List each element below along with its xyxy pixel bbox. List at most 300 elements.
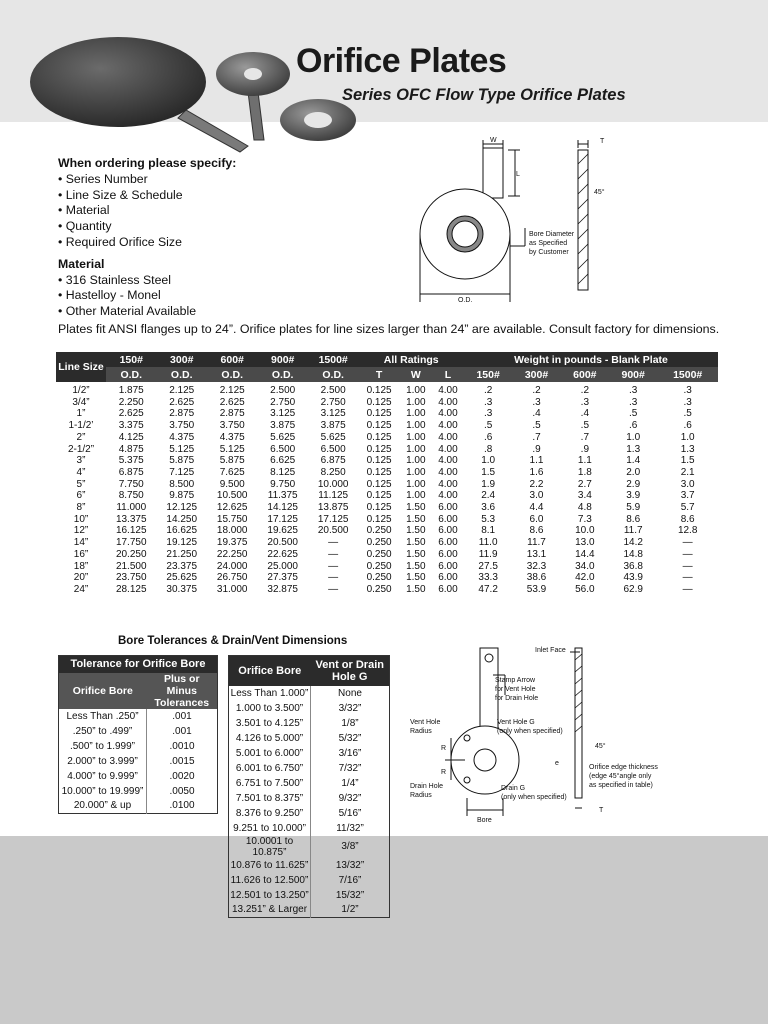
table-cell: 10.0001 to 10.875” <box>229 836 311 858</box>
table-cell: 2.0 <box>626 466 641 478</box>
page-subtitle: Series OFC Flow Type Orifice Plates <box>342 86 626 104</box>
table-cell: 6.00 <box>438 513 458 525</box>
table-row <box>56 525 718 537</box>
table-cell: 47.2 <box>478 583 498 595</box>
table-cell: 2.000” to 3.999” <box>59 754 147 769</box>
table-row <box>56 408 718 420</box>
table-cell: 16.625 <box>166 525 198 537</box>
table-cell: 12.625 <box>216 502 248 514</box>
table-cell: 0.125 <box>366 396 392 408</box>
table-cell: .3 <box>580 396 590 408</box>
table-row <box>229 821 390 836</box>
table-cell: .250” to .499” <box>59 724 147 739</box>
table-cell: .3 <box>629 396 638 408</box>
table-row <box>56 397 718 409</box>
table-cell: 2.750 <box>270 396 296 408</box>
table-cell: 3.125 <box>270 408 296 420</box>
table-cell: 3.375 <box>118 420 144 432</box>
line-size-cell: 6” <box>76 490 86 502</box>
table-cell: 1/2” <box>341 904 359 916</box>
table-cell: 2.750 <box>320 396 346 408</box>
table-cell: 4.375 <box>169 431 195 443</box>
subheader-cell: 600# <box>561 367 609 382</box>
table-row <box>56 514 718 526</box>
material-item: • Other Material Available <box>58 304 197 319</box>
table-cell: 6.001 to 6.750” <box>229 761 311 776</box>
dim-od: O.D. <box>458 297 473 304</box>
table-cell: 6.00 <box>438 572 458 584</box>
table-cell: .3 <box>483 408 493 420</box>
table-cell: 5/32” <box>338 732 362 744</box>
table-cell: 5.125 <box>219 443 245 455</box>
table-cell: 8.250 <box>320 466 346 478</box>
table-cell: Less Than .250” <box>59 709 147 724</box>
table-row <box>56 490 718 502</box>
table-cell: 4.00 <box>438 466 458 478</box>
table-cell: .6 <box>683 420 692 432</box>
table-cell: 3.750 <box>169 420 195 432</box>
table-cell: 1.8 <box>577 466 592 478</box>
table-cell: 1.50 <box>406 537 426 549</box>
table-cell: 8.6 <box>529 525 544 537</box>
stamp-arrow-label: for Drain Hole <box>495 695 539 702</box>
table-cell: 19.375 <box>216 537 248 549</box>
dim-angle: 45° <box>594 189 605 196</box>
table-cell: 1.3 <box>626 443 641 455</box>
drain-hole-radius-label: Radius <box>410 792 432 799</box>
table-row <box>229 776 390 791</box>
table-row <box>56 479 718 491</box>
table-cell: 1.50 <box>406 525 426 537</box>
table-cell: 1.875 <box>118 385 144 396</box>
table-row <box>229 731 390 746</box>
subheader-cell: O.D. <box>156 367 206 382</box>
drain-hole-radius-label: Drain Hole <box>410 783 444 790</box>
table-cell: 4.00 <box>438 420 458 432</box>
table-cell: 1.00 <box>406 443 426 455</box>
col-vent-drain: Vent or Drain Hole G <box>311 656 390 686</box>
table-row <box>56 561 718 573</box>
table-cell: 10.876 to 11.625” <box>229 858 311 873</box>
table-cell: 18.000 <box>216 525 248 537</box>
bore-note-line: by Customer <box>529 249 569 256</box>
table-cell: 9.500 <box>219 478 245 490</box>
col-1500: 1500# <box>308 352 358 367</box>
table-cell: 3.875 <box>320 420 346 432</box>
table-cell: .4 <box>532 408 541 420</box>
vent-hole-g-label: Vent Hole G <box>497 719 535 726</box>
table-cell: .3 <box>483 396 493 408</box>
table-cell: 43.9 <box>623 572 643 584</box>
table-cell: .3 <box>683 385 692 396</box>
dimensions-table <box>56 352 718 596</box>
line-size-cell: 1-1/2’ <box>68 420 94 432</box>
table-cell: 5.125 <box>169 443 195 455</box>
flange-note: Plates fit ANSI flanges up to 24”. Orifice plates for line sizes larger than 24” are available. Consult factory for dimensions. <box>58 322 720 336</box>
table-row <box>229 686 390 701</box>
table-cell: 0.125 <box>366 431 392 443</box>
table-cell: 5.7 <box>680 502 695 514</box>
table-cell: — <box>328 537 339 549</box>
table-cell: 1/8” <box>341 717 359 729</box>
table-cell: 8.500 <box>169 478 195 490</box>
table-row <box>56 549 718 561</box>
table-cell: — <box>328 560 339 572</box>
table-cell: .4 <box>580 408 590 420</box>
table-cell: 0.125 <box>366 490 392 502</box>
table-row <box>56 382 718 397</box>
table-cell: .9 <box>532 443 541 455</box>
orifice-plate-diagram <box>410 134 630 314</box>
table-row <box>56 572 718 584</box>
table-cell: 1.00 <box>406 408 426 420</box>
table-cell: 5.375 <box>118 455 144 467</box>
line-size-cell: 2” <box>76 431 86 443</box>
table-cell: .2 <box>580 385 590 396</box>
subheader-cell: W <box>400 367 432 382</box>
table-cell: 14.2 <box>623 537 643 549</box>
dim-w: W <box>490 137 497 144</box>
table-cell: 3.6 <box>481 502 496 514</box>
table-cell: 2.875 <box>169 408 195 420</box>
table-cell: 10.0 <box>575 525 595 537</box>
table-cell: 13.375 <box>115 513 147 525</box>
table-cell: 38.6 <box>526 572 547 584</box>
table-cell: 6.00 <box>438 525 458 537</box>
table-cell: 19.125 <box>166 537 198 549</box>
table-cell: 2.1 <box>680 466 695 478</box>
table-cell: 0.125 <box>366 420 392 432</box>
table-cell: 1.50 <box>406 560 426 572</box>
table-cell: None <box>338 687 362 699</box>
table-cell: 4.00 <box>438 431 458 443</box>
tolerance-table <box>58 655 218 814</box>
table-cell: 1.1 <box>577 455 592 467</box>
table-cell: 9/32” <box>338 792 362 804</box>
table-cell: 14.125 <box>267 502 298 514</box>
table-cell: 0.125 <box>366 502 392 514</box>
table-cell: 24.000 <box>216 560 248 572</box>
table-cell: 12.501 to 13.250” <box>230 889 309 901</box>
table-cell: 30.375 <box>166 583 198 595</box>
table-cell: 6.500 <box>270 443 296 455</box>
table-cell: 17.750 <box>115 537 147 549</box>
subheader-cell: L <box>432 367 464 382</box>
table-cell: .001 <box>172 725 192 737</box>
table-cell: .3 <box>532 396 541 408</box>
table-cell: .9 <box>580 443 590 455</box>
table-cell: .8 <box>483 443 493 455</box>
table-cell: 2.500 <box>270 385 296 396</box>
e-label: e <box>555 760 559 767</box>
table-cell: 0.250 <box>366 583 392 595</box>
table-cell: 16.125 <box>115 525 147 537</box>
table-cell: 62.9 <box>623 583 643 595</box>
table-cell: 3.7 <box>680 490 695 502</box>
table-cell: 17.125 <box>317 513 349 525</box>
table-cell: 4.125 <box>118 431 144 443</box>
table-cell: 2.625 <box>219 396 245 408</box>
ordering-item: • Required Orifice Size <box>58 234 182 249</box>
table-cell: 7.501 to 8.375” <box>229 791 311 806</box>
table-cell: 3.0 <box>680 478 695 490</box>
table-cell: 8.1 <box>481 525 496 537</box>
table-cell: .7 <box>580 431 590 443</box>
stamp-arrow-label: for Vent Hole <box>495 686 536 693</box>
table-cell: 12.8 <box>677 525 698 537</box>
table-cell: 13/32” <box>335 859 365 871</box>
table-cell: .0050 <box>169 785 195 797</box>
table-cell: 3.875 <box>270 420 296 432</box>
table-cell: 13.0 <box>575 537 595 549</box>
table-cell: 14.8 <box>623 548 643 560</box>
table-cell: — <box>328 548 339 560</box>
table-cell: 14.250 <box>166 513 198 525</box>
table-cell: 1.000 to 3.500” <box>229 701 311 716</box>
table-cell: — <box>328 583 339 595</box>
table-cell: .7 <box>532 431 541 443</box>
table-cell: 4.00 <box>438 408 458 420</box>
table-row <box>229 761 390 776</box>
table-cell: 4.00 <box>438 455 458 467</box>
table-cell: 1.00 <box>406 396 426 408</box>
table-cell: 4.8 <box>577 502 592 514</box>
line-size-cell: 12” <box>73 525 89 537</box>
table-cell: Less Than 1.000” <box>229 686 311 701</box>
table-cell: 6.500 <box>320 443 346 455</box>
line-size-cell: 4” <box>76 466 86 478</box>
table-row <box>59 769 218 784</box>
col-line-size: Line Size <box>56 352 106 382</box>
vent-hole-radius-label: Radius <box>410 728 432 735</box>
table-cell: 13.251” & Larger <box>229 903 311 918</box>
table-row <box>229 888 390 903</box>
table-cell: — <box>682 548 693 560</box>
table-cell: 5.001 to 6.000” <box>229 746 311 761</box>
table-cell: — <box>682 560 693 572</box>
table-row <box>56 420 718 432</box>
table-cell: 5/16” <box>338 807 362 819</box>
table-cell: 8.376 to 9.250” <box>229 806 311 821</box>
table-cell: 3/8” <box>341 841 359 852</box>
table-cell: .5 <box>629 408 638 420</box>
table-row <box>229 746 390 761</box>
table-cell: 11.626 to 12.500” <box>229 873 311 888</box>
table-cell: 0.250 <box>366 525 392 537</box>
line-size-cell: 24” <box>73 583 89 595</box>
table-cell: 10.000” to 19.999” <box>59 784 147 799</box>
line-size-cell: 5” <box>76 478 86 490</box>
inlet-face-label: Inlet Face <box>535 647 566 654</box>
table-cell: 8.6 <box>680 513 695 525</box>
table-row <box>59 754 218 769</box>
table-row <box>56 584 718 596</box>
table-cell: 1.00 <box>406 420 426 432</box>
table-cell: — <box>682 572 693 584</box>
table-cell: 5.625 <box>270 431 296 443</box>
table-cell: 27.5 <box>478 560 498 572</box>
table-cell: .001 <box>172 710 192 722</box>
table-cell: 1.50 <box>406 502 426 514</box>
table-cell: .5 <box>483 420 493 432</box>
vent-hole-g-label: (only when specified) <box>497 728 563 735</box>
table-cell: 1.00 <box>406 490 426 502</box>
table-cell: 1.3 <box>680 443 695 455</box>
table-row <box>59 709 218 724</box>
table-cell: 1.4 <box>626 455 641 467</box>
table-cell: 23.750 <box>115 572 147 584</box>
table-cell: 5.875 <box>169 455 195 467</box>
table-cell: 6.875 <box>118 466 144 478</box>
table-cell: 26.750 <box>216 572 248 584</box>
table-cell: 10.500 <box>216 490 248 502</box>
table-cell: 6.00 <box>438 560 458 572</box>
table-row <box>59 724 218 739</box>
table-cell: 0.125 <box>366 408 392 420</box>
table-cell: 3.0 <box>529 490 544 502</box>
table-cell: 4.4 <box>529 502 544 514</box>
table-cell: 1.9 <box>481 478 496 490</box>
table-cell: 11.125 <box>318 490 349 502</box>
table-cell: 2.875 <box>219 408 245 420</box>
table-row <box>229 701 390 716</box>
col-300: 300# <box>156 352 206 367</box>
table-cell: 10.000 <box>317 478 349 490</box>
material-item: • Hastelloy - Monel <box>58 288 161 303</box>
table-cell: 2.125 <box>219 385 245 396</box>
col-all-ratings: All Ratings <box>358 352 464 367</box>
table-cell: .6 <box>629 420 638 432</box>
table-cell: 3.750 <box>219 420 245 432</box>
table-cell: 6.00 <box>438 548 458 560</box>
table-cell: 2.7 <box>577 478 592 490</box>
table-cell: 7.750 <box>118 478 144 490</box>
col-tolerance: Plus or Minus Tolerances <box>147 673 218 709</box>
table-row <box>229 873 390 888</box>
table-cell: 6.00 <box>438 502 458 514</box>
subheader-cell: O.D. <box>308 367 358 382</box>
ordering-item: • Material <box>58 203 110 218</box>
table-cell: 14.4 <box>575 548 595 560</box>
drain-g-label: (only when specified) <box>501 794 567 801</box>
table-cell: 21.500 <box>115 560 147 572</box>
table-cell: 11.9 <box>478 548 498 560</box>
vent-drain-diagram <box>405 640 685 830</box>
table-row <box>229 791 390 806</box>
table-row <box>229 806 390 821</box>
col-150: 150# <box>106 352 156 367</box>
table-cell: 4.00 <box>438 385 458 396</box>
edge-note-line: Orifice edge thickness <box>589 764 658 771</box>
table-cell: 11.7 <box>527 537 546 549</box>
dim-t: T <box>600 138 605 145</box>
table-row <box>56 537 718 549</box>
table-cell: 0.125 <box>366 455 392 467</box>
table-cell: 6.00 <box>438 583 458 595</box>
dim-l: L <box>516 171 520 178</box>
table-cell: — <box>682 583 693 595</box>
table-cell: .0010 <box>169 740 195 752</box>
table-cell: 0.125 <box>366 466 392 478</box>
table-cell: 25.625 <box>166 572 198 584</box>
line-size-cell: 8” <box>76 502 86 514</box>
ordering-item: • Line Size & Schedule <box>58 187 183 202</box>
table-cell: 1.5 <box>680 455 695 467</box>
table-cell: 12.125 <box>166 502 198 514</box>
page-title: Orifice Plates <box>296 42 507 80</box>
table-cell: 2.9 <box>626 478 641 490</box>
table-cell: 1.0 <box>481 455 496 467</box>
table-cell: 11.0 <box>478 537 498 549</box>
vent-hole-radius-label: Vent Hole <box>410 719 441 726</box>
table-cell: 4.875 <box>118 443 144 455</box>
table-row <box>56 432 718 444</box>
table-cell: .2 <box>483 385 493 396</box>
table-cell: .500” to 1.999” <box>59 739 147 754</box>
col-orifice-bore: Orifice Bore <box>229 656 311 686</box>
table-cell: 13.1 <box>526 548 547 560</box>
subheader-cell: 1500# <box>657 367 718 382</box>
edge-note-line: (edge 45°angle only <box>589 773 652 780</box>
table-cell: 9.251 to 10.000” <box>229 821 311 836</box>
table-cell: 1.50 <box>406 572 426 584</box>
bore-label: Bore <box>477 817 492 824</box>
subheader-cell: O.D. <box>257 367 307 382</box>
line-size-cell: 16” <box>73 548 89 560</box>
ordering-spec <box>58 156 236 320</box>
table-cell: 2.625 <box>169 396 195 408</box>
bore-section-title: Bore Tolerances & Drain/Vent Dimensions <box>118 635 348 647</box>
material-item: • 316 Stainless Steel <box>58 272 171 287</box>
line-size-cell: 3/4” <box>72 396 90 408</box>
table-cell: 8.125 <box>270 466 296 478</box>
table-cell: — <box>328 572 339 584</box>
line-size-cell: 1/2” <box>72 385 90 396</box>
table-cell: 4.000” to 9.999” <box>59 769 147 784</box>
table-cell: 4.00 <box>438 443 458 455</box>
table-cell: 6.875 <box>320 455 346 467</box>
table-cell: 1.00 <box>406 431 426 443</box>
radius-r-lower: R <box>441 769 447 776</box>
table-cell: .0020 <box>169 770 195 782</box>
subheader-cell: 300# <box>512 367 560 382</box>
subheader-cell: 900# <box>609 367 657 382</box>
table-cell: 1.00 <box>406 466 426 478</box>
subheader-cell: O.D. <box>207 367 257 382</box>
table-cell: 11/32” <box>336 822 364 834</box>
table-row <box>229 858 390 873</box>
table-row <box>229 836 390 858</box>
table-row <box>59 799 218 814</box>
table-cell: 56.0 <box>575 583 595 595</box>
table-cell: 0.125 <box>366 513 392 525</box>
ordering-item: • Quantity <box>58 219 112 234</box>
line-size-cell: 1” <box>76 408 86 420</box>
table-cell: 5.9 <box>626 502 641 514</box>
line-size-cell: 3” <box>76 455 86 467</box>
ordering-item: • Series Number <box>58 171 148 186</box>
table-cell: 19.625 <box>267 525 298 537</box>
table-cell: .0100 <box>169 800 195 812</box>
table-cell: 1.0 <box>626 431 641 443</box>
table-cell: 6.625 <box>270 455 296 467</box>
table-cell: .5 <box>580 420 590 432</box>
subheader-cell: O.D. <box>106 367 156 382</box>
subheader-cell: T <box>358 367 399 382</box>
table-cell: 5.875 <box>219 455 245 467</box>
table-cell: 1.00 <box>406 478 426 490</box>
table-cell: 3.501 to 4.125” <box>229 716 311 731</box>
